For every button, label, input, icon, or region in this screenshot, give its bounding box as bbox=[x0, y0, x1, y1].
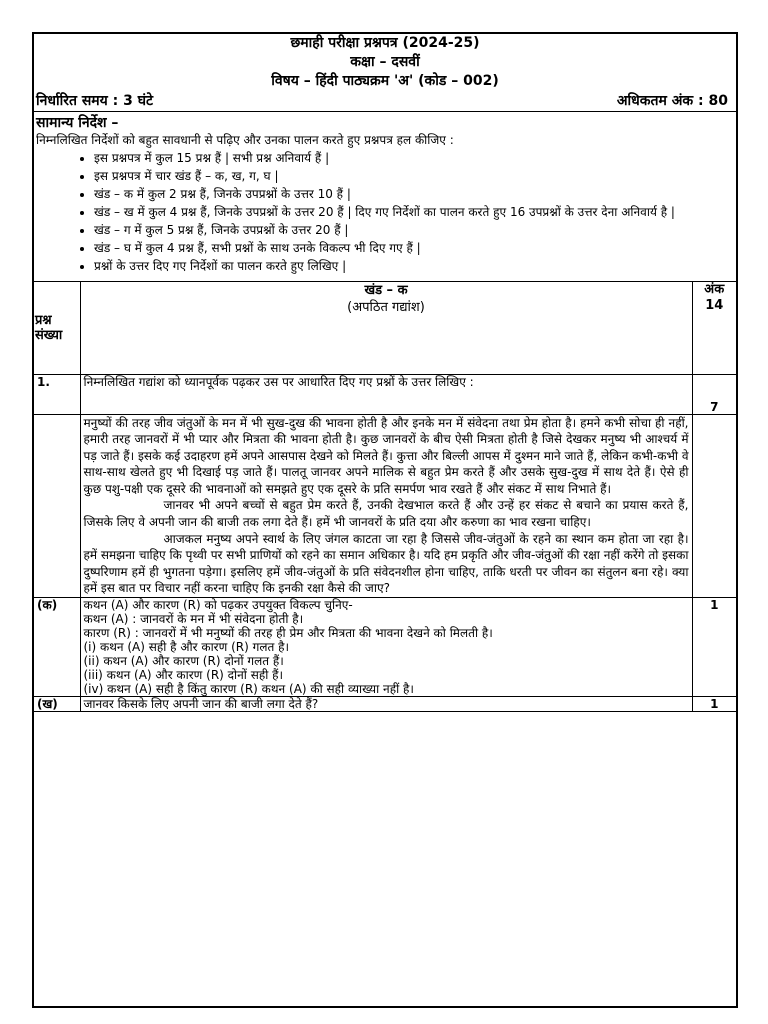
instruction-item: • खंड – ख में कुल 4 प्रश्न हैं, जिनके उपप्रश्नों के उत्तर 20 हैं | दिए गए निर्देशों का पालन करते हुए 16 उपप्रश्नों के उत्तर देना अनिवार्य है | bbox=[94, 203, 732, 221]
paper-header bbox=[34, 34, 736, 112]
subquestion-marks: 1 bbox=[692, 598, 736, 697]
section-title: खंड – क bbox=[364, 283, 408, 298]
question-text: निम्नलिखित गद्यांश को ध्यानपूर्वक पढ़कर उस पर आधारित दिए गए प्रश्नों के उत्तर लिखिए : bbox=[80, 374, 692, 414]
question-table bbox=[34, 282, 736, 712]
exam-paper bbox=[32, 32, 738, 1008]
instruction-list bbox=[36, 149, 732, 275]
passage-row bbox=[34, 414, 736, 598]
subquestion-marks: 1 bbox=[692, 697, 736, 712]
exam-title: छमाही परीक्षा प्रश्नपत्र (2024-25) bbox=[290, 35, 480, 51]
assertion-reason-question bbox=[80, 598, 692, 697]
question-number-header: प्रश्न संख्या bbox=[34, 282, 80, 374]
section-header-row bbox=[34, 282, 736, 374]
instruction-item: • खंड – ग में कुल 5 प्रश्न हैं, जिनके उपप्रश्नों के उत्तर 20 हैं | bbox=[94, 221, 732, 239]
option: (iii) कथन (A) और कारण (R) दोनों सही हैं। bbox=[83, 668, 284, 683]
option: (ii) कथन (A) और कारण (R) दोनों गलत हैं। bbox=[83, 654, 284, 669]
question-marks: 7 bbox=[692, 374, 736, 414]
instruction-item: • खंड – क में कुल 2 प्रश्न हैं, जिनके उपप्रश्नों के उत्तर 10 हैं | bbox=[94, 185, 732, 203]
question-row bbox=[34, 374, 736, 414]
instruction-item: • इस प्रश्नपत्र में कुल 15 प्रश्न हैं | सभी प्रश्न अनिवार्य हैं | bbox=[94, 149, 732, 167]
marks-label: अंक bbox=[704, 282, 725, 297]
passage-paragraph: आजकल मनुष्य अपने स्वार्थ के लिए जंगल काटता जा रहा है जिससे जीव-जंतुओं के रहने का स्थान कम होता जा रहा है। हमें समझना चाहिए कि पृथ्वी पर सभी प्राणियों को रहने का समान अधिकार है। यदि हम प्रकृति और जीव-जंतुओं की रक्षा नहीं करेंगे तो इसका दुष्परिणाम हमें ही भुगतना पड़ेगा। इसलिए हमें जीव-जंतुओं के प्रति संवेदनशील होना चाहिए, ताकि धरती पर जीवन का संतुलन बना रहे। क्या हमें इस बात पर विचार नहीं करना चाहिए कि इनकी रक्षा कैसे की जाए? bbox=[83, 531, 689, 596]
instructions-title: सामान्य निर्देश – bbox=[36, 115, 119, 131]
assertion-text: कथन (A) : जानवरों के मन में भी संवेदना होती है। bbox=[83, 612, 304, 627]
section-marks: 14 bbox=[705, 298, 724, 313]
passage-paragraph: जानवर भी अपने बच्चों से बहुत प्रेम करते हैं, उनकी देखभाल करते हैं और उन्हें हर संकट से बचाने का प्रयास करते हैं, जिसके लिए वे अपनी जान की बाजी तक लगा देते हैं। हमें भी जानवरों के प्रति दया और करुणा का भाव रखना चाहिए। bbox=[83, 498, 689, 530]
reason-text: कारण (R) : जानवरों में भी मनुष्यों की तरह ही प्रेम और मित्रता की भावना देखने को मिलती है। bbox=[83, 626, 493, 641]
option: (i) कथन (A) सही है और कारण (R) गलत है। bbox=[83, 640, 290, 655]
instruction-item: • इस प्रश्नपत्र में चार खंड हैं – क, ख, ग, घ | bbox=[94, 167, 732, 185]
passage bbox=[80, 414, 692, 598]
passage-paragraph: मनुष्यों की तरह जीव जंतुओं के मन में भी सुख-दुख की भावना होती है और इनके मन में संवेदना तथा प्रेम होता है। हमने कभी सोचा ही नहीं, हमारी तरह जानवरों में भी प्यार और मित्रता की भावना होती है। कुछ जानवरों के बीच ऐसी मित्रता होती है जिसे देखकर मनुष्य भी आश्चर्य में पड़ जाते हैं। इसके कई उदाहरण हमें अपने आसपास देखने को मिलते हैं। कुत्ता और बिल्ली आपस में दुश्मन माने जाते हैं, लेकिन कभी-कभी वे साथ-साथ खेलते हुए भी दिखाई पड़ जाते हैं। पालतू जानवर अपने मालिक से बहुत प्रेम करते हैं और उसके सुख-दुख में साथ देते हैं। ऐसे ही कुछ पशु-पक्षी एक दूसरे की भावनाओं को समझते हुए एक दूसरे के प्रति समर्पण भाव रखते हैं और संकट में साथ निभाते हैं। bbox=[83, 415, 689, 496]
section-heading bbox=[80, 282, 692, 374]
general-instructions bbox=[34, 112, 736, 282]
marks-header bbox=[692, 282, 736, 374]
max-marks: अधिकतम अंक : 80 bbox=[616, 93, 728, 109]
option: (iv) कथन (A) सही है किंतु कारण (R) कथन (A) की सही व्याख्या नहीं है। bbox=[83, 682, 414, 697]
subquestion-intro: कथन (A) और कारण (R) को पढ़कर उपयुक्त विकल्प चुनिए- bbox=[83, 598, 353, 613]
section-subtitle: (अपठित गद्यांश) bbox=[347, 300, 425, 315]
class-line: कक्षा – दसवीं bbox=[350, 54, 420, 70]
subquestion-text: जानवर किसके लिए अपनी जान की बाजी लगा देते हैं? bbox=[80, 697, 692, 712]
subquestion-row bbox=[34, 598, 736, 697]
question-number: 1. bbox=[34, 374, 80, 414]
instructions-intro: निम्नलिखित निर्देशों को बहुत सावधानी से पढ़िए और उनका पालन करते हुए प्रश्नपत्र हल कीजिए : bbox=[36, 133, 454, 147]
subquestion-row bbox=[34, 697, 736, 712]
subquestion-label: (क) bbox=[34, 598, 80, 697]
time-allowed: निर्धारित समय : 3 घंटे bbox=[36, 93, 154, 109]
instruction-item: • खंड – घ में कुल 4 प्रश्न हैं, सभी प्रश्नों के साथ उनके विकल्प भी दिए गए हैं | bbox=[94, 239, 732, 257]
subject-line: विषय – हिंदी पाठ्यक्रम 'अ' (कोड – 002) bbox=[271, 73, 499, 89]
instruction-item: • प्रश्नों के उत्तर दिए गए निर्देशों का पालन करते हुए लिखिए | bbox=[94, 257, 732, 275]
time-marks-row bbox=[34, 91, 736, 111]
subquestion-label: (ख) bbox=[34, 697, 80, 712]
